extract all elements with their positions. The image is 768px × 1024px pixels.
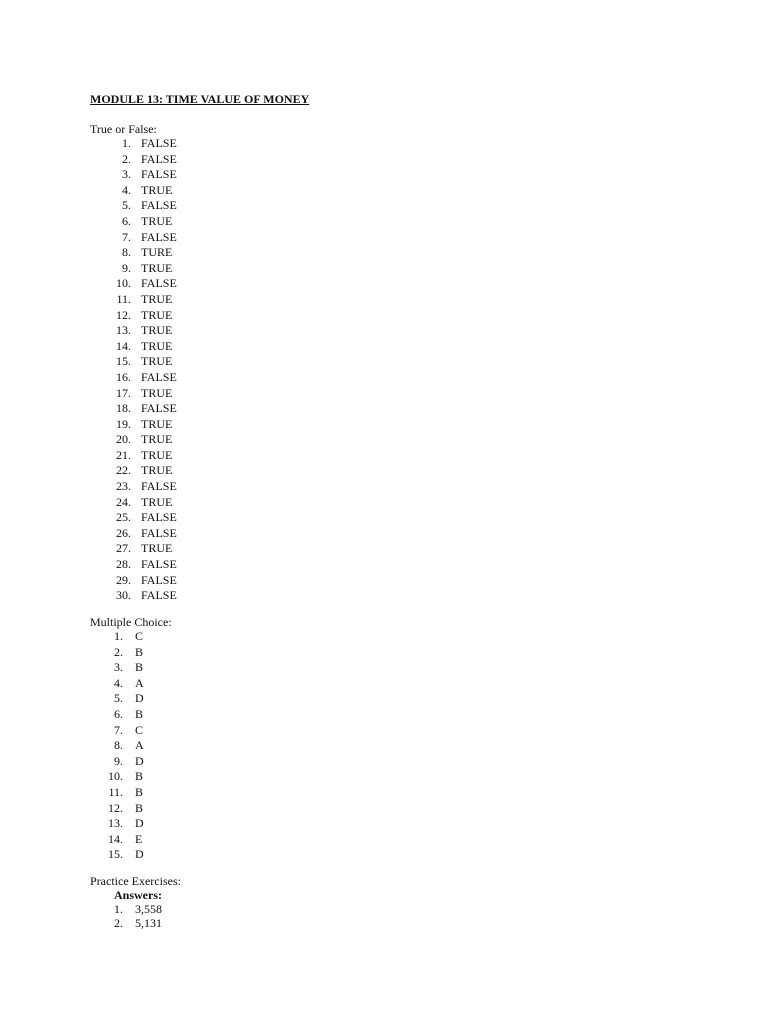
- item-number: 13.: [116, 323, 131, 338]
- item-answer: TRUE: [141, 291, 173, 306]
- multiple-choice-list: [90, 629, 172, 863]
- item-number: 5.: [122, 198, 131, 213]
- item-answer: TRUE: [141, 432, 173, 447]
- item-answer: FALSE: [141, 588, 177, 603]
- list-item: [90, 370, 177, 386]
- item-answer: TRUE: [141, 323, 173, 338]
- item-number: 28.: [116, 557, 131, 572]
- item-number: 15.: [116, 354, 131, 369]
- item-number: 7.: [122, 229, 131, 244]
- item-number: 23.: [116, 479, 131, 494]
- item-number: 30.: [116, 588, 131, 603]
- item-number: 24.: [116, 494, 131, 509]
- item-answer: FALSE: [141, 198, 177, 213]
- item-answer: FALSE: [141, 136, 177, 150]
- item-number: 5.: [114, 691, 123, 706]
- item-number: 1.: [114, 902, 123, 916]
- list-item: [90, 479, 177, 495]
- item-number: 14.: [108, 831, 123, 846]
- item-answer: FALSE: [141, 167, 177, 182]
- list-item: [90, 816, 172, 832]
- item-answer: D: [135, 753, 144, 768]
- item-answer: B: [135, 660, 144, 675]
- multiple-choice-section: [90, 615, 172, 863]
- item-number: 6.: [114, 706, 123, 721]
- item-number: 26.: [116, 525, 131, 540]
- item-number: 12.: [116, 307, 131, 322]
- list-item: [90, 510, 177, 526]
- list-item: [90, 386, 177, 402]
- item-number: 18.: [116, 401, 131, 416]
- list-item: [90, 754, 172, 770]
- item-number: 9.: [122, 260, 131, 275]
- list-item: [90, 401, 177, 417]
- item-number: 19.: [116, 416, 131, 431]
- item-number: 9.: [114, 753, 123, 768]
- item-answer: TRUE: [141, 338, 173, 353]
- item-answer: C: [135, 722, 144, 737]
- item-number: 22.: [116, 463, 131, 478]
- list-item: [90, 432, 177, 448]
- item-answer: FALSE: [141, 572, 177, 587]
- list-item: [90, 588, 177, 604]
- item-number: 11.: [116, 291, 131, 306]
- item-number: 2.: [114, 644, 123, 659]
- list-item: [90, 183, 177, 199]
- list-item: [90, 645, 172, 661]
- answers-subheading: Answers:: [114, 888, 162, 902]
- item-answer: E: [135, 831, 143, 846]
- item-answer: TURE: [141, 245, 173, 260]
- item-answer: 3,558: [135, 902, 162, 916]
- item-answer: A: [135, 738, 144, 753]
- list-item: [90, 707, 172, 723]
- list-item: [90, 676, 172, 692]
- item-answer: D: [135, 847, 144, 862]
- item-number: 8.: [114, 738, 123, 753]
- item-answer: TRUE: [141, 463, 173, 478]
- item-answer: TRUE: [141, 213, 173, 228]
- item-answer: FALSE: [141, 369, 177, 384]
- item-number: 7.: [114, 722, 123, 737]
- item-number: 8.: [122, 245, 131, 260]
- list-item: [90, 276, 177, 292]
- item-answer: 5,131: [135, 916, 162, 930]
- item-number: 16.: [116, 369, 131, 384]
- list-item: [90, 557, 177, 573]
- list-item: [90, 573, 177, 589]
- list-item: [90, 245, 177, 261]
- item-answer: TRUE: [141, 447, 173, 462]
- true-false-heading: True or False:: [90, 122, 157, 136]
- list-item: [90, 495, 177, 511]
- list-item: [90, 463, 177, 479]
- item-answer: FALSE: [141, 525, 177, 540]
- item-number: 10.: [116, 276, 131, 291]
- item-number: 20.: [116, 432, 131, 447]
- list-item: [90, 738, 172, 754]
- item-number: 1.: [114, 629, 123, 643]
- item-answer: TRUE: [141, 385, 173, 400]
- item-answer: D: [135, 691, 144, 706]
- item-answer: B: [135, 769, 144, 784]
- list-item: [90, 916, 181, 930]
- item-number: 13.: [108, 816, 123, 831]
- item-answer: FALSE: [141, 276, 177, 291]
- item-number: 4.: [114, 675, 123, 690]
- item-number: 1.: [122, 136, 131, 150]
- list-item: [90, 691, 172, 707]
- item-number: 3.: [114, 660, 123, 675]
- list-item: [90, 292, 177, 308]
- page-title: MODULE 13: TIME VALUE OF MONEY: [90, 92, 310, 106]
- item-answer: D: [135, 816, 144, 831]
- item-number: 25.: [116, 510, 131, 525]
- multiple-choice-heading: Multiple Choice:: [90, 615, 172, 629]
- list-item: [90, 847, 172, 863]
- item-answer: B: [135, 644, 144, 659]
- item-number: 10.: [108, 769, 123, 784]
- item-answer: A: [135, 675, 144, 690]
- list-item: [90, 417, 177, 433]
- list-item: [90, 541, 177, 557]
- item-answer: B: [135, 784, 144, 799]
- item-answer: FALSE: [141, 479, 177, 494]
- item-answer: TRUE: [141, 416, 173, 431]
- item-answer: FALSE: [141, 510, 177, 525]
- item-answer: FALSE: [141, 401, 177, 416]
- item-answer: TRUE: [141, 541, 173, 556]
- list-item: [90, 323, 177, 339]
- list-item: [90, 354, 177, 370]
- list-item: [90, 769, 172, 785]
- practice-heading: Practice Exercises:: [90, 874, 181, 888]
- item-answer: C: [135, 629, 144, 643]
- item-answer: B: [135, 800, 144, 815]
- item-answer: TRUE: [141, 182, 173, 197]
- item-number: 6.: [122, 213, 131, 228]
- practice-section: [90, 874, 181, 930]
- true-false-list: [90, 136, 177, 604]
- list-item: [90, 801, 172, 817]
- item-answer: FALSE: [141, 557, 177, 572]
- list-item: [90, 152, 177, 168]
- item-number: 3.: [122, 167, 131, 182]
- list-item: [90, 832, 172, 848]
- item-answer: TRUE: [141, 354, 173, 369]
- item-answer: FALSE: [141, 229, 177, 244]
- list-item: [90, 660, 172, 676]
- list-item: [90, 785, 172, 801]
- list-item: [90, 902, 181, 916]
- list-item: [90, 448, 177, 464]
- item-answer: TRUE: [141, 307, 173, 322]
- item-number: 17.: [116, 385, 131, 400]
- item-number: 15.: [108, 847, 123, 862]
- item-number: 27.: [116, 541, 131, 556]
- item-number: 2.: [114, 916, 123, 930]
- list-item: [90, 308, 177, 324]
- list-item: [90, 339, 177, 355]
- item-number: 11.: [108, 784, 123, 799]
- item-number: 12.: [108, 800, 123, 815]
- item-number: 29.: [116, 572, 131, 587]
- item-number: 4.: [122, 182, 131, 197]
- list-item: [90, 261, 177, 277]
- item-number: 14.: [116, 338, 131, 353]
- item-answer: TRUE: [141, 260, 173, 275]
- list-item: [90, 214, 177, 230]
- list-item: [90, 167, 177, 183]
- true-false-section: [90, 122, 177, 604]
- list-item: [90, 723, 172, 739]
- item-answer: FALSE: [141, 151, 177, 166]
- item-number: 2.: [122, 151, 131, 166]
- item-number: 21.: [116, 447, 131, 462]
- list-item: [90, 526, 177, 542]
- practice-list: [90, 902, 181, 930]
- item-answer: B: [135, 706, 144, 721]
- list-item: [90, 198, 177, 214]
- list-item: [90, 136, 177, 152]
- list-item: [90, 629, 172, 645]
- item-answer: TRUE: [141, 494, 173, 509]
- list-item: [90, 230, 177, 246]
